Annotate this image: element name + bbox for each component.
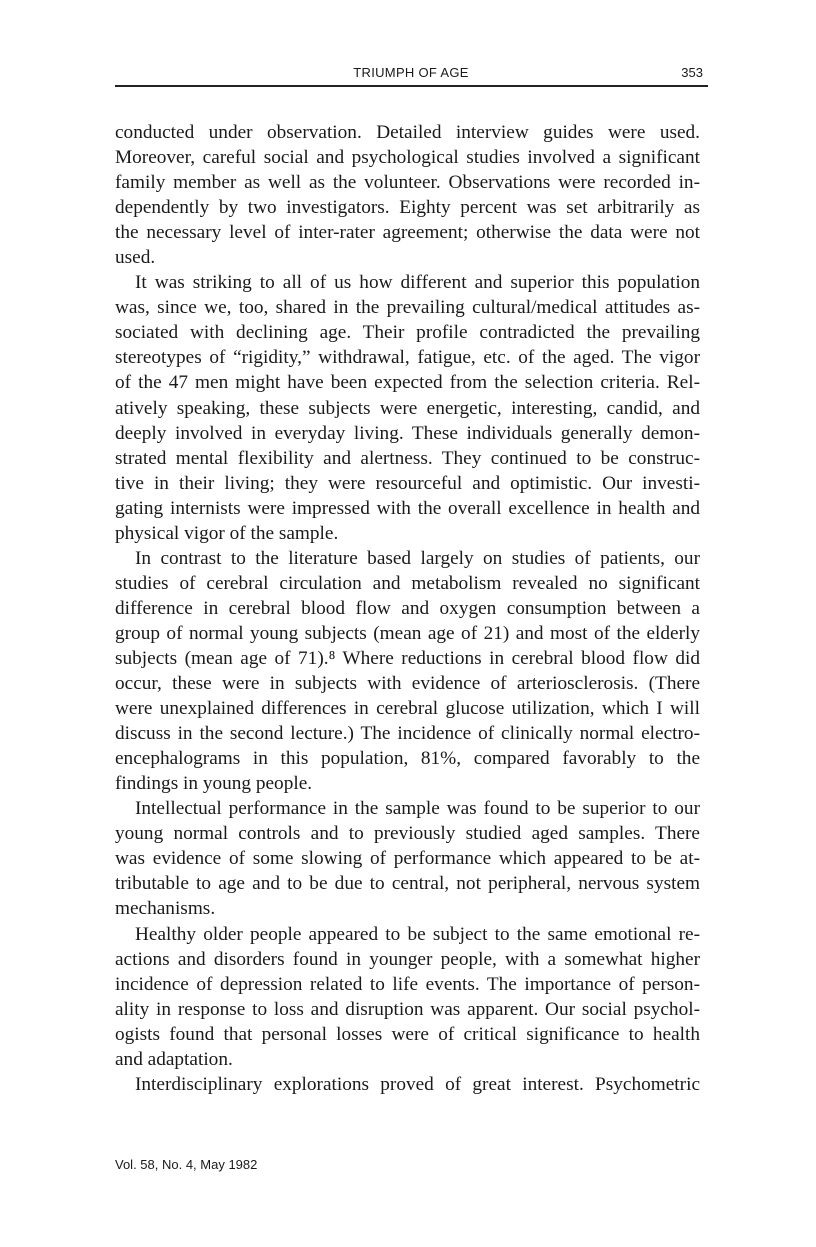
text-line: used. [115,247,156,269]
text-line: Healthy older people appeared to be subject to the same emotional re- [135,923,700,945]
running-header [115,63,707,85]
text-line: gating internists were impressed with the overall excellence in health and [115,497,700,519]
text-line: mechanisms. [115,898,216,920]
text-line: encephalograms in this population, 81%, compared favorably to the [115,748,700,770]
text-line: ogists found that personal losses were of critical significance to health [115,1023,700,1045]
paragraph [115,120,700,270]
body-text [115,120,700,1097]
text-line: was evidence of some slowing of performance which appeared to be at- [115,848,700,870]
text-line: It was striking to all of us how different and superior this population [135,272,700,294]
running-title: TRIUMPH OF AGE [353,65,469,80]
paragraph [115,796,700,921]
text-line: incidence of depression related to life events. The importance of person- [115,973,700,995]
text-line: discuss in the second lecture.) The incidence of clinically normal electro- [115,723,700,745]
text-line: strated mental flexibility and alertness. They continued to be construc- [115,447,700,469]
text-line: were unexplained differences in cerebral glucose utilization, which I will [115,698,700,720]
text-line: of the 47 men might have been expected from the selection criteria. Rel- [115,372,700,394]
page-number: 353 [681,65,703,80]
text-line: Intellectual performance in the sample was found to be superior to our [135,798,700,820]
text-line: and adaptation. [115,1048,233,1070]
text-line: occur, these were in subjects with evidence of arteriosclerosis. (There [115,673,700,695]
text-line: ality in response to loss and disruption was apparent. Our social psychol- [115,998,700,1020]
text-line: actions and disorders found in younger people, with a somewhat higher [115,948,700,970]
paragraph [115,1072,700,1097]
text-line: atively speaking, these subjects were energetic, interesting, candid, and [115,397,700,419]
paragraph [115,546,700,796]
paragraph [115,270,700,546]
text-line: In contrast to the literature based largely on studies of patients, our [135,547,700,569]
text-line: findings in young people. [115,773,313,795]
text-line: tributable to age and to be due to central, not peripheral, nervous system [115,873,700,895]
text-line: group of normal young subjects (mean age of 21) and most of the elderly [115,622,700,644]
text-line: Interdisciplinary explorations proved of great interest. Psychometric [135,1073,700,1095]
header-rule [115,85,708,87]
text-line: the necessary level of inter-rater agreement; otherwise the data were not [115,222,700,244]
text-line: subjects (mean age of 71).⁸ Where reductions in cerebral blood flow did [115,647,700,669]
text-line: conducted under observation. Detailed interview guides were used. [115,122,700,143]
text-line: sociated with declining age. Their profile contradicted the prevailing [115,322,700,344]
text-line: studies of cerebral circulation and metabolism revealed no significant [115,572,700,594]
text-line: young normal controls and to previously studied aged samples. There [115,823,700,845]
text-line: deeply involved in everyday living. These individuals generally demon- [115,422,700,444]
paragraph [115,922,700,1072]
text-line: difference in cerebral blood flow and oxygen consumption between a [115,597,700,619]
text-line: dependently by two investigators. Eighty percent was set arbitrarily as [115,197,700,219]
text-line: was, since we, too, shared in the prevailing cultural/medical attitudes as- [115,297,700,319]
text-line: physical vigor of the sample. [115,522,339,544]
text-line: stereotypes of “rigidity,” withdrawal, fatigue, etc. of the aged. The vigor [115,347,700,369]
footer-citation: Vol. 58, No. 4, May 1982 [115,1157,258,1172]
text-line: Moreover, careful social and psychological studies involved a significant [115,147,700,169]
text-line: tive in their living; they were resourceful and optimistic. Our investi- [115,472,700,494]
text-line: family member as well as the volunteer. Observations were recorded in- [115,172,700,194]
